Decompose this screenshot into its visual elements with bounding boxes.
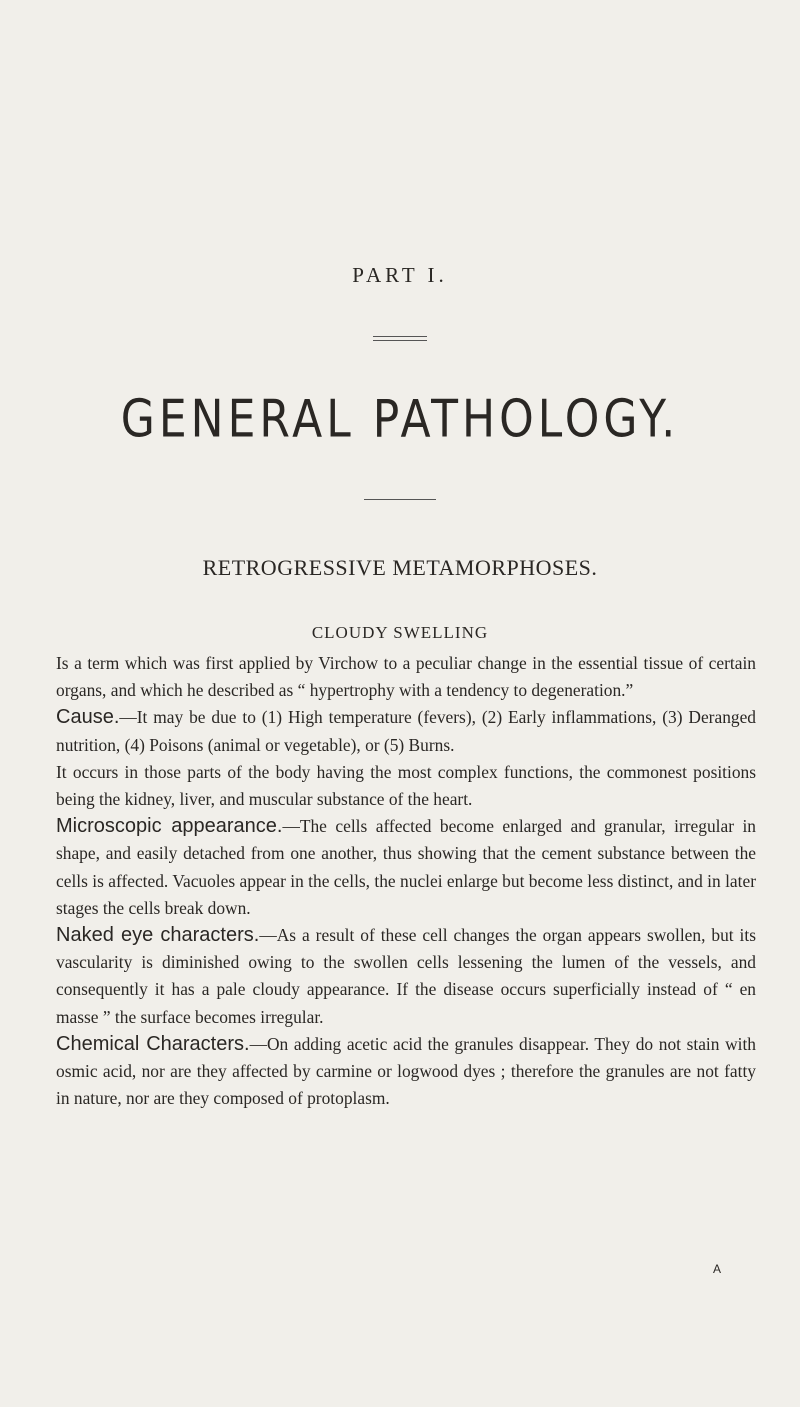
naked-eye-paragraph — [56, 922, 756, 1031]
subsection-title: CLOUDY SWELLING — [311, 623, 489, 642]
body-text — [56, 650, 756, 1112]
cause-heading: Cause. — [56, 706, 120, 729]
chemical-paragraph — [56, 1031, 756, 1113]
naked-eye-heading: Naked eye characters. — [56, 924, 260, 947]
signature-mark: A — [713, 1262, 722, 1276]
naked-eye-text: —As a result of these cell changes the organ appears swollen, but its vascularity is diminished owing to the swollen cells lessening the lumen of the vessels, and consequently it has a pale cloudy appearance. If the disease occurs superficially instead of “ en masse ” the surface becomes irregular. — [56, 925, 756, 1027]
occurs-paragraph: It occurs in those parts of the body having the most complex functions, the commonest positions being the kidney, liver, and muscular substance of the heart. — [56, 761, 756, 810]
section-title: RETROGRESSIVE METAMORPHOSES. — [202, 555, 598, 580]
double-rule-divider — [373, 336, 427, 341]
microscopic-text: —The cells affected become enlarged and granular, irregular in shape, and easily detached from one another, thus showing that the cement substance between the cells is affected. Vacuoles appear in the cells, the nuclei enlarge but become less distinct, and in later stages the cells break down. — [56, 816, 756, 918]
cause-paragraph — [56, 704, 756, 758]
chemical-text: —On adding acetic acid the granules disappear. They do not stain with osmic acid, nor are they affected by carmine or logwood dyes ; therefore the granules are not fatty in nature, nor are they composed of protoplasm. — [56, 1033, 756, 1109]
cause-text: —It may be due to (1) High temperature (fevers), (2) Early inflammations, (3) Deranged nutrition, (4) Poisons (animal or vegetable), or (5) Burns. — [56, 707, 756, 755]
microscopic-paragraph — [56, 813, 756, 922]
intro-paragraph: Is a term which was first applied by Virchow to a peculiar change in the essential tissue of certain organs, and which he described as “ hypertrophy with a tendency to degeneration.” — [56, 653, 756, 701]
chemical-heading: Chemical Characters. — [56, 1032, 250, 1055]
page-title: GENERAL PATHOLOGY. — [120, 389, 680, 450]
microscopic-heading: Microscopic appearance. — [56, 815, 283, 838]
short-rule-divider — [364, 499, 436, 500]
part-heading: PART I. — [352, 263, 448, 287]
